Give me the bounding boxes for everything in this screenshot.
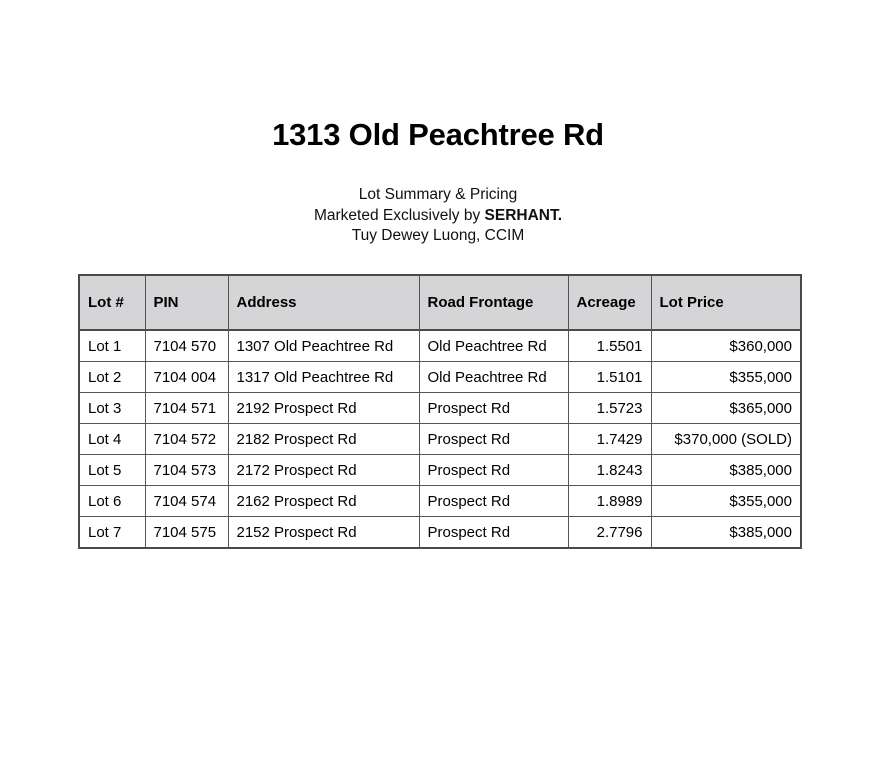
cell-lot: Lot 1	[79, 330, 145, 362]
column-header-address: Address	[228, 275, 419, 330]
cell-pin: 7104 575	[145, 517, 228, 549]
cell-address: 2182 Prospect Rd	[228, 424, 419, 455]
table-row	[79, 362, 801, 393]
column-header-pin: PIN	[145, 275, 228, 330]
column-header-acreage: Acreage	[568, 275, 651, 330]
cell-frontage: Old Peachtree Rd	[419, 362, 568, 393]
cell-address: 1317 Old Peachtree Rd	[228, 362, 419, 393]
cell-frontage: Prospect Rd	[419, 486, 568, 517]
cell-frontage: Prospect Rd	[419, 424, 568, 455]
cell-acreage: 1.5501	[568, 330, 651, 362]
table-row	[79, 424, 801, 455]
cell-frontage: Prospect Rd	[419, 455, 568, 486]
lot-summary-table-container	[78, 274, 802, 549]
cell-frontage: Prospect Rd	[419, 393, 568, 424]
cell-frontage: Prospect Rd	[419, 517, 568, 549]
cell-price: $385,000	[651, 455, 801, 486]
column-header-lot: Lot #	[79, 275, 145, 330]
cell-lot: Lot 4	[79, 424, 145, 455]
table-row	[79, 330, 801, 362]
cell-lot: Lot 5	[79, 455, 145, 486]
table-row	[79, 486, 801, 517]
cell-acreage: 1.8243	[568, 455, 651, 486]
column-header-price: Lot Price	[651, 275, 801, 330]
cell-price: $355,000	[651, 362, 801, 393]
agent-name: Tuy Dewey Luong, CCIM	[351, 227, 525, 244]
table-row	[79, 393, 801, 424]
cell-lot: Lot 6	[79, 486, 145, 517]
cell-lot: Lot 3	[79, 393, 145, 424]
cell-pin: 7104 571	[145, 393, 228, 424]
cell-frontage: Old Peachtree Rd	[419, 330, 568, 362]
cell-address: 2172 Prospect Rd	[228, 455, 419, 486]
cell-price: $385,000	[651, 517, 801, 549]
cell-address: 1307 Old Peachtree Rd	[228, 330, 419, 362]
cell-pin: 7104 570	[145, 330, 228, 362]
cell-address: 2152 Prospect Rd	[228, 517, 419, 549]
cell-acreage: 1.5101	[568, 362, 651, 393]
cell-acreage: 1.8989	[568, 486, 651, 517]
table-row	[79, 455, 801, 486]
cell-address: 2162 Prospect Rd	[228, 486, 419, 517]
cell-address: 2192 Prospect Rd	[228, 393, 419, 424]
subtitle-line-marketed-by	[0, 206, 876, 227]
table-header-row	[79, 275, 801, 330]
cell-lot: Lot 7	[79, 517, 145, 549]
subtitle-block	[0, 185, 876, 247]
table-body	[79, 330, 801, 548]
cell-lot: Lot 2	[79, 362, 145, 393]
cell-acreage: 2.7796	[568, 517, 651, 549]
subtitle-text-1: Lot Summary & Pricing	[358, 186, 518, 203]
table-row	[79, 517, 801, 549]
subtitle-text-2: Marketed Exclusively by	[313, 206, 485, 224]
page-title: 1313 Old Peachtree Rd	[272, 117, 604, 152]
subtitle-line-summary	[0, 185, 876, 206]
table-header	[79, 275, 801, 330]
cell-pin: 7104 572	[145, 424, 228, 455]
column-header-frontage: Road Frontage	[419, 275, 568, 330]
cell-pin: 7104 004	[145, 362, 228, 393]
lot-summary-table	[78, 274, 802, 549]
cell-acreage: 1.5723	[568, 393, 651, 424]
cell-pin: 7104 573	[145, 455, 228, 486]
subtitle-line-agent	[0, 226, 876, 247]
cell-price: $365,000	[651, 393, 801, 424]
cell-pin: 7104 574	[145, 486, 228, 517]
cell-price-sold: $370,000 (SOLD)	[651, 424, 801, 455]
cell-price: $355,000	[651, 486, 801, 517]
cell-price: $360,000	[651, 330, 801, 362]
cell-acreage: 1.7429	[568, 424, 651, 455]
brokerage-name: SERHANT.	[484, 206, 563, 224]
